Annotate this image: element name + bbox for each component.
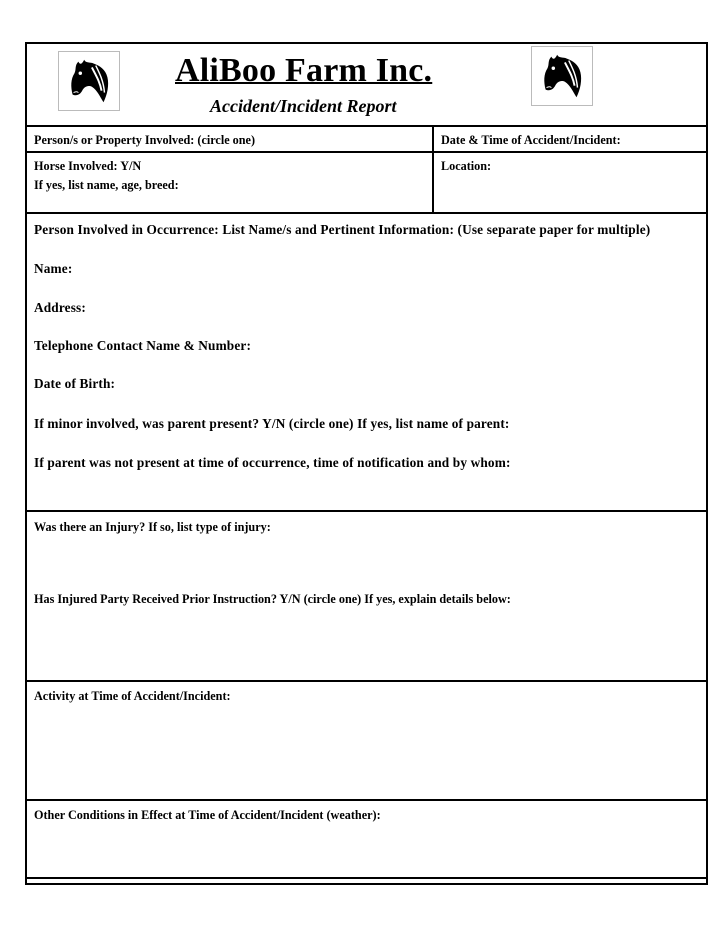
date-time-label: Date & Time of Accident/Incident:: [441, 133, 621, 147]
horse-details-field[interactable]: [27, 192, 706, 214]
prior-instruction-label: Has Injured Party Received Prior Instruction? Y/N (circle one) If yes, explain details below:: [34, 592, 511, 606]
location-label: Location:: [441, 159, 492, 173]
conditions-field[interactable]: [27, 825, 706, 875]
divider: [27, 212, 706, 214]
company-title: AliBoo Farm Inc.: [175, 52, 433, 89]
address-label: Address:: [34, 300, 86, 315]
conditions-label: Other Conditions in Effect at Time of Accident/Incident (weather):: [34, 808, 381, 822]
activity-field[interactable]: [27, 706, 706, 798]
injury-field[interactable]: [27, 536, 706, 586]
instruction-details-field[interactable]: [27, 608, 706, 680]
divider: [27, 799, 706, 801]
horse-head-icon: [531, 46, 593, 106]
divider: [27, 151, 706, 153]
report-subtitle: Accident/Incident Report: [210, 96, 397, 116]
parent-notification-label: If parent was not present at time of occurrence, time of notification and by whom:: [34, 455, 511, 470]
dob-label: Date of Birth:: [34, 376, 116, 391]
activity-label: Activity at Time of Accident/Incident:: [34, 689, 231, 703]
injury-label: Was there an Injury? If so, list type of injury:: [34, 520, 271, 534]
name-label: Name:: [34, 261, 73, 276]
persons-property-label: Person/s or Property Involved: (circle one): [34, 133, 256, 147]
horse-head-icon: [58, 51, 120, 111]
divider: [27, 680, 706, 682]
horse-involved-label: Horse Involved: Y/N: [34, 159, 142, 173]
horse-details-label: If yes, list name, age, breed:: [34, 178, 179, 192]
divider: [432, 125, 434, 214]
divider: [27, 125, 706, 127]
divider: [27, 877, 706, 879]
divider: [27, 510, 706, 512]
person-section-heading: Person Involved in Occurrence: List Name/s and Pertinent Information: (Use separate paper for multiple): [34, 222, 651, 237]
telephone-label: Telephone Contact Name & Number:: [34, 338, 252, 353]
accident-report-form: [25, 42, 708, 885]
minor-parent-label: If minor involved, was parent present? Y/N (circle one) If yes, list name of parent:: [34, 416, 510, 431]
